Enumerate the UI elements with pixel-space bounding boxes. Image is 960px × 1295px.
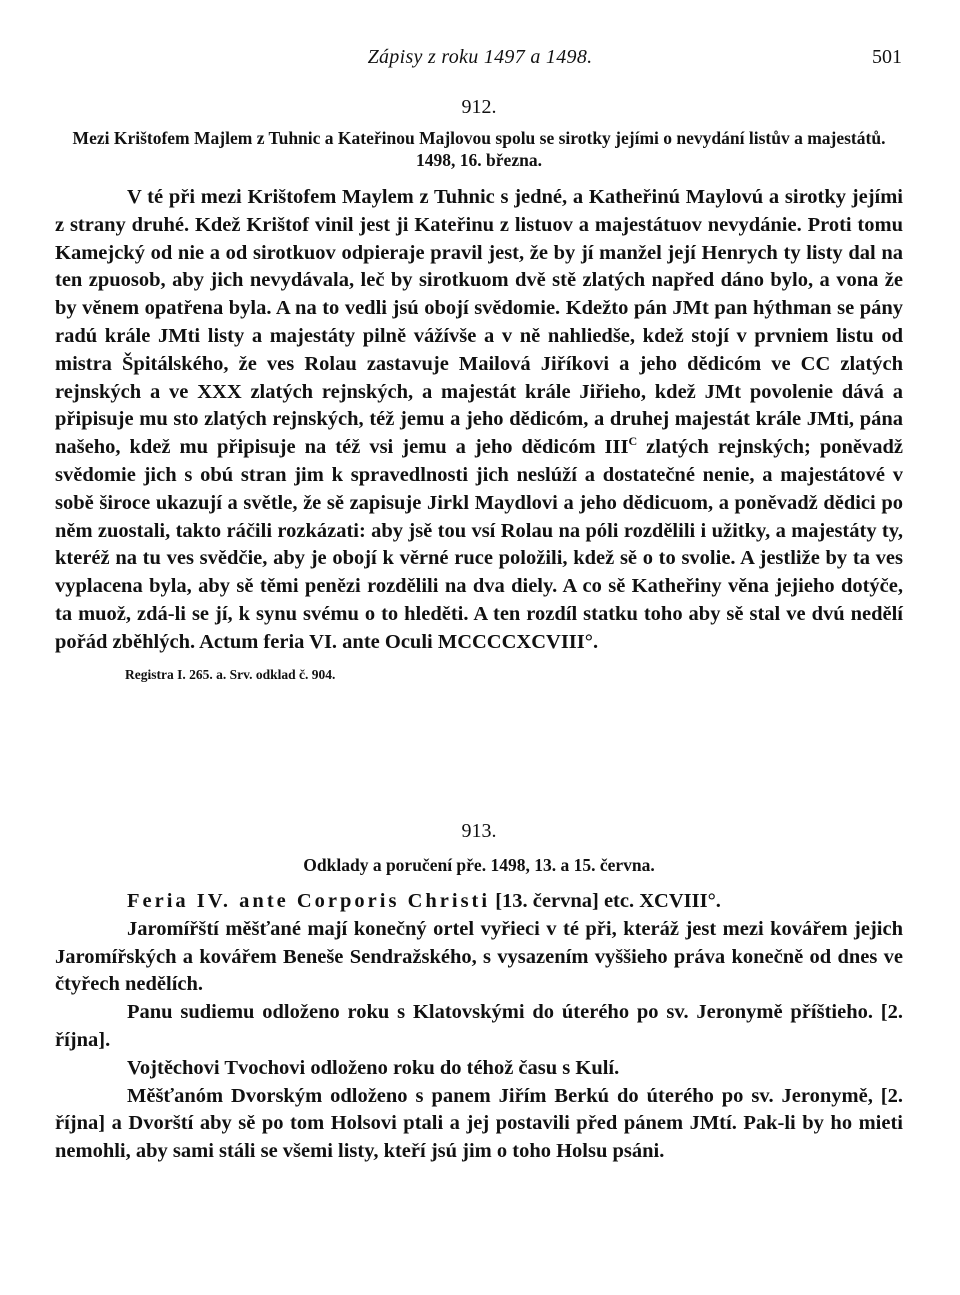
entry-body-text-cont: zlatých rejnských; poněvadž svědomie jich s obú stran jim k spravedlnosti jich neslúží a dostatečné nenie, a majestátové v sobě široce ukazují a světle, že sě zapisuje Jirkl Maydlovi a jeho dědicuom, a poněvadž dědici po něm zuostali, takto ráčili rozkázati: aby jsě tou vsí Rolau na póli rozdělili i užitky, a majestáty ty, kteréž na tu ves svědčie, aby je obojí k věrné ruce položili, kdež sě o to svolie. A jestliže by ta ves vyplacena byla, aby sě těmi penězi rozdělili na dva diely. A co sě Katheřiny věna jejieho dotýče, ta muož, zdá-li se jí, k synu svému o to hleděti. A ten rozdíl statku toho aby sě stal ve dvú nedělí pořád zběhlých. Actum feria VI. ante Oculi MCCCCXCVIII°. [55, 436, 903, 653]
paragraph: Vojtěchovi Tvochovi odloženo roku do téhož času s Kulí. [127, 1056, 620, 1079]
date-line [55, 888, 903, 916]
date-line-rest: [13. června] etc. XCVIII°. [490, 890, 721, 912]
entry-summary: Mezi Krištofem Majlem z Tuhnic a Kateřinou Majlovou spolu se sirotky jejími o nevydání listův a majestátů. 1498, 16. března. [72, 128, 886, 170]
date-line-spaced: Feria IV. ante Corporis Christi [127, 890, 491, 912]
page-header [0, 46, 960, 76]
entry-number: 912. [461, 96, 497, 118]
superscript-c: C [628, 434, 638, 449]
page-number: 501 [872, 46, 902, 68]
entry-912 [55, 96, 903, 683]
running-title: Zápisy z roku 1497 a 1498. [367, 46, 593, 68]
paragraph: Jaromířští měšťané mají konečný ortel vyřieci v té při, kteráž jest mezi kovářem jejich Jaromířských a kovářem Beneše Sendražského, s vysazením vyššieho práva konečně od dnes ve čtyřech nedělích. [55, 917, 903, 996]
entry-913 [55, 820, 903, 1166]
entry-body [55, 184, 903, 657]
paragraph: Panu sudiemu odloženo roku s Klatovskými do úterého po sv. Jeronymě příštieho. [2. října]. [55, 1001, 903, 1051]
source-note: Registra I. 265. a. Srv. odklad č. 904. [125, 666, 336, 682]
entry-number: 913. [461, 820, 497, 842]
entry-body-text: V té při mezi Krištofem Maylem z Tuhnic s jedné, a Katheřinú Maylovú a sirotky jejími z strany druhé. Kdež Krištof vinil jest ji Kateřinu z listuov a majestátuov nevydánie. Proti tomu Kamejcký od nie a od sirotkuov odpieraje pravil jest, že by jí manžel její Henrych ty listy dal na ten zpuosob, aby jich nevydávala, leč by sirotkuom dvě stě zlatých napřed dáno bylo, a vona že by věnem opatřena byla. A na to vedli jsú obojí svědomie. Kdežto pán JMt pan hýthman se pány radú krále JMti listy a majestáty pilně vážívše a v ně nahliedše, kdež stojí v prvniem listu od mistra Špitálského, že ves Rolau zastavuje Mailová Jiříkovi a jeho dědicóm ve CC zlatých rejnských a ve XXX zlatých rejnských, a majestát krále Jiřieho, kdež JMt povolenie dává a připisuje mu sto zlatých rejnských, též jemu a jeho dědicóm, a druhej majestát krále JMti, pána našeho, kdež mu připisuje na též vsi jemu a jeho dědicóm III [55, 186, 903, 459]
paragraph: Měšťanóm Dvorským odloženo s panem Jiřím Berkú do úterého po sv. Jeronymě, [2. října] a Dvorští aby sě po tom Holsovi ptali a jej postavili před pánem JMtí. Pak-li by ho mieti nemohli, aby sami stáli se všemi listy, kteří jsú jim o toho Holsu psáni. [55, 1084, 903, 1163]
entry-summary: Odklady a poručení pře. 1498, 13. a 15. června. [303, 855, 655, 875]
